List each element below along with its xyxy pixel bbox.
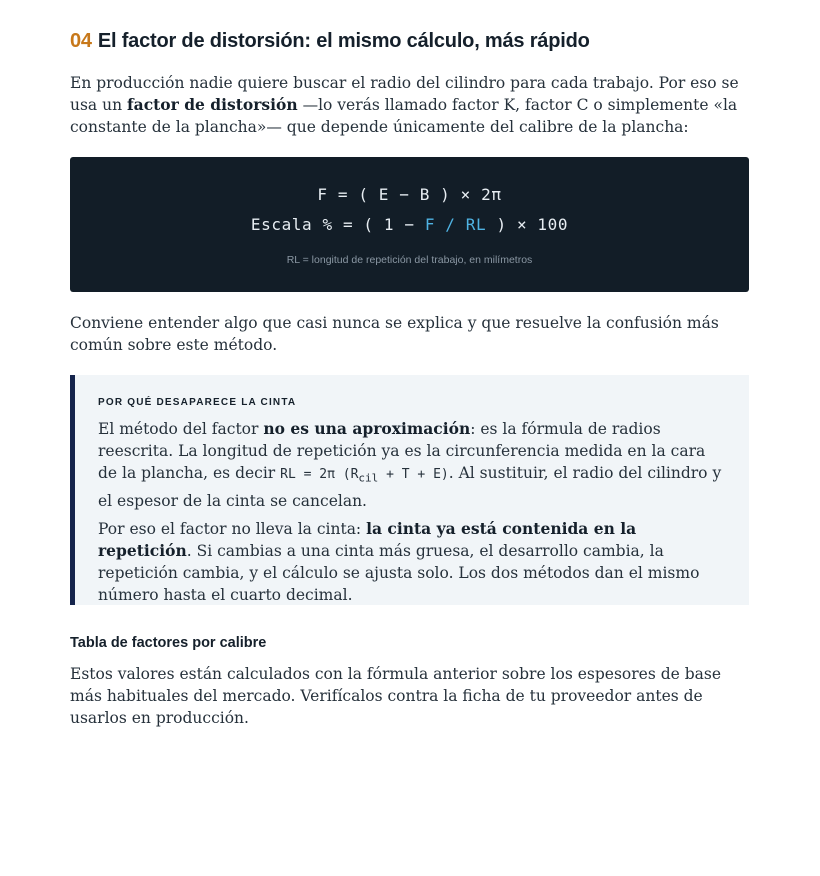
- formula-box: [70, 157, 749, 292]
- section-number: 04: [70, 30, 92, 52]
- callout-bold: la cinta ya está contenida en la repetición: [98, 519, 637, 560]
- code-part: + T + E): [378, 467, 449, 482]
- callout-text: El método del factor: [98, 420, 264, 438]
- section-title-text: El factor de distorsión: el mismo cálculo, más rápido: [97, 30, 590, 52]
- callout-text: . Si cambias a una cinta más gruesa, el desarrollo cambia, la repetición cambia, y el cálculo se ajusta solo. Los dos métodos dan el mismo número hasta el cuarto decimal.: [98, 542, 700, 604]
- formula-factor: F = ( E − B ) × 2π: [317, 185, 502, 204]
- table-section-title: Tabla de factores por calibre: [70, 635, 267, 651]
- section-title: [70, 30, 590, 53]
- code-subscript: cil: [358, 471, 379, 485]
- callout-paragraph-2: [98, 518, 726, 606]
- formula-scale: [70, 215, 749, 234]
- table-section-paragraph: Estos valores están calculados con la fórmula anterior sobre los espesores de base más habituales del mercado. Verifícalos contra la ficha de tu proveedor antes de usarlos en producción.: [70, 665, 722, 727]
- formula-scale-end: ) × 100: [486, 215, 569, 234]
- callout-text: . Al sustituir, el radio del cilindro y el espesor de la cinta se cancelan.: [98, 464, 722, 510]
- formula-scale-highlight: F / RL: [424, 215, 487, 234]
- formula-scale-start: Escala % = ( 1 −: [250, 215, 425, 234]
- intro-text-continued: —lo verás llamado factor K, factor C o simplemente «la constante de la plancha»— que depende únicamente del calibre de la plancha:: [70, 96, 738, 136]
- intro-paragraph: [70, 72, 750, 138]
- formula-note: RL = longitud de repetición del trabajo, en milímetros: [286, 254, 533, 266]
- callout-paragraph-1: [98, 418, 726, 512]
- callout-bold: no es una aproximación: [263, 419, 471, 438]
- callout-code: [280, 467, 449, 485]
- callout-text: : es la fórmula de radios reescrita. La longitud de repetición ya es la circunferencia medida en la cara de la plancha, es decir: [98, 420, 706, 482]
- callout-text: Por eso el factor no lleva la cinta:: [98, 520, 367, 538]
- code-part: RL = 2π (R: [280, 467, 359, 482]
- callout-box: [70, 375, 749, 605]
- intro-text: En producción nadie quiere buscar el radio del cilindro para cada trabajo. Por eso se usa un: [70, 74, 739, 114]
- explanation-paragraph: Conviene entender algo que casi nunca se explica y que resuelve la confusión más común sobre este método.: [70, 314, 719, 354]
- callout-label: POR QUÉ DESAPARECE LA CINTA: [98, 397, 297, 408]
- intro-bold-term: factor de distorsión: [127, 95, 298, 114]
